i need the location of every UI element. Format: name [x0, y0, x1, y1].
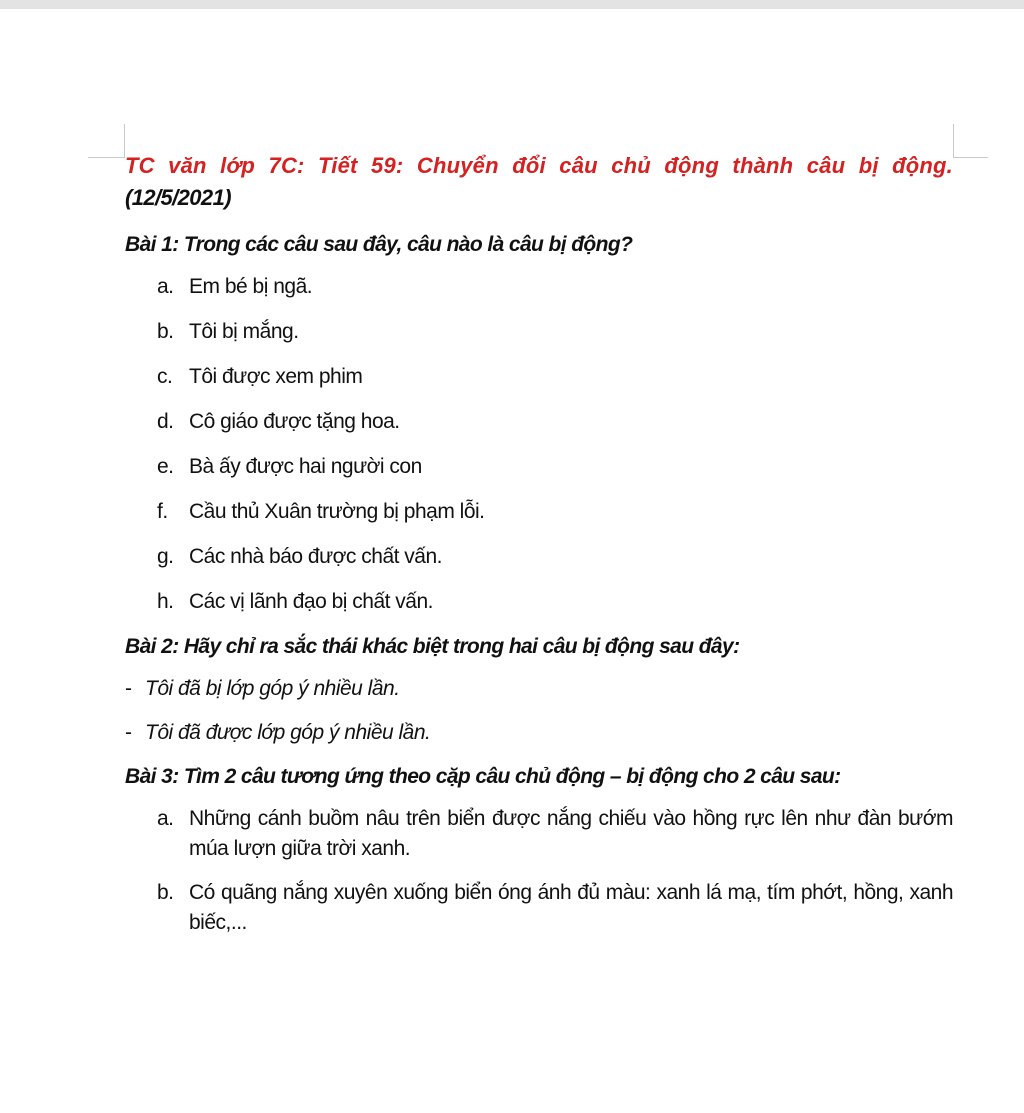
list-item-text: Cô giáo được tặng hoa. — [189, 410, 400, 433]
list-item — [125, 542, 953, 572]
exercise-3-list — [125, 804, 953, 938]
list-item — [125, 878, 953, 938]
list-item-text: Có quãng nắng xuyên xuống biển óng ánh đủ màu: xanh lá mạ, tím phớt, hồng, xanh biếc,... — [189, 881, 953, 934]
margin-corner-mark-right — [953, 124, 988, 158]
sentence-text: Tôi đã bị lớp góp ý nhiều lần. — [145, 677, 400, 700]
sentence-text: Tôi đã được lớp góp ý nhiều lần. — [145, 721, 431, 744]
list-marker: a. — [157, 807, 174, 830]
exercise-1-heading: Bài 1: Trong các câu sau đây, câu nào là câu bị động? — [125, 233, 633, 256]
list-item-text: Các nhà báo được chất vấn. — [189, 545, 442, 568]
list-item-text: Em bé bị ngã. — [189, 275, 313, 298]
list-item — [125, 587, 953, 617]
list-item — [125, 407, 953, 437]
list-item-text: Tôi bị mắng. — [189, 320, 299, 343]
document-title: TC văn lớp 7C: Tiết 59: Chuyển đổi câu chủ động thành câu bị động. — [125, 153, 953, 178]
exercise-2-sentence — [125, 674, 953, 704]
list-item-text: Bà ấy được hai người con — [189, 455, 422, 478]
exercise-1-list — [125, 272, 953, 617]
list-item-text: Các vị lãnh đạo bị chất vấn. — [189, 590, 433, 613]
list-marker: c. — [157, 365, 173, 388]
list-marker: f. — [157, 500, 168, 523]
list-item — [125, 317, 953, 347]
list-marker: a. — [157, 275, 174, 298]
list-marker: d. — [157, 410, 174, 433]
list-item — [125, 272, 953, 302]
document-date: (12/5/2021) — [125, 185, 231, 210]
list-item — [125, 497, 953, 527]
exercise-2-heading: Bài 2: Hãy chỉ ra sắc thái khác biệt trong hai câu bị động sau đây: — [125, 635, 740, 658]
list-marker: b. — [157, 320, 174, 343]
list-item — [125, 452, 953, 482]
dash-marker: - — [125, 721, 132, 744]
list-item-text: Cầu thủ Xuân trường bị phạm lỗi. — [189, 500, 485, 523]
list-marker: h. — [157, 590, 174, 613]
exercise-3-heading: Bài 3: Tìm 2 câu tương ứng theo cặp câu chủ động – bị động cho 2 câu sau: — [125, 765, 841, 788]
list-item — [125, 804, 953, 864]
margin-corner-mark-left — [88, 124, 125, 158]
document-body[interactable] — [125, 150, 953, 952]
list-marker: b. — [157, 881, 174, 904]
list-marker: e. — [157, 455, 174, 478]
list-item — [125, 362, 953, 392]
exercise-2-sentence — [125, 718, 953, 748]
dash-marker: - — [125, 677, 132, 700]
list-item-text: Những cánh buồm nâu trên biển được nắng chiếu vào hồng rực lên như đàn bướm múa lượn giữa trời xanh. — [189, 807, 953, 860]
top-toolbar-strip — [0, 0, 1024, 9]
list-item-text: Tôi được xem phim — [189, 365, 363, 388]
list-marker: g. — [157, 545, 174, 568]
